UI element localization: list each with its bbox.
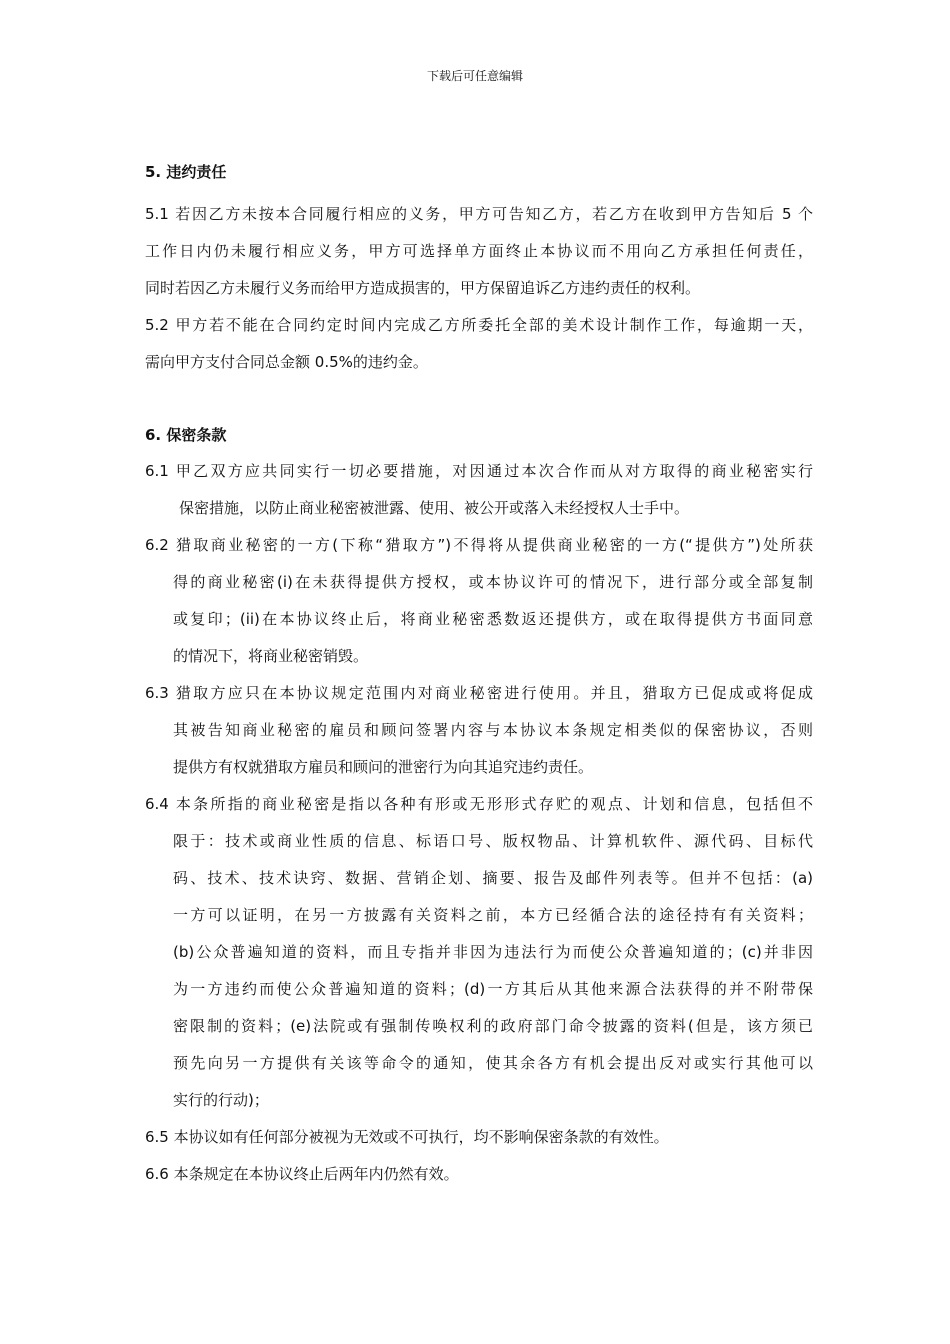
clause-6-4-line: 6.4 本条所指的商业秘密是指以各种有形或无形形式存贮的观点、计划和信息，包括但不 [145, 795, 813, 813]
clause-5-1-line: 同时若因乙方未履行义务而给甲方造成损害的，甲方保留追诉乙方违约责任的权利。 [145, 279, 701, 297]
clause-6-4-line: 实行的行动)； [173, 1091, 269, 1109]
clause-5-2 [145, 307, 813, 381]
clause-6-3-line: 其被告知商业秘密的雇员和顾问签署内容与本协议本条规定相类似的保密协议，否则 [173, 721, 813, 739]
section-6-title: 6. 保密条款 [145, 426, 227, 444]
clause-5-1 [145, 196, 813, 307]
page-header: 下载后可任意编辑 [426, 69, 523, 83]
clause-6-2 [145, 527, 813, 675]
clause-6-3-line: 提供方有权就猎取方雇员和顾问的泄密行为向其追究违约责任。 [173, 758, 594, 776]
clause-6-4-line: 密限制的资料；(e)法院或有强制传唤权利的政府部门命令披露的资料(但是，该方须已 [173, 1017, 813, 1035]
clause-5-2-line: 5.2 甲方若不能在合同约定时间内完成乙方所委托全部的美术设计制作工作，每逾期一天， [145, 316, 813, 334]
document-body [145, 160, 813, 1193]
clause-6-6 [145, 1156, 813, 1193]
clause-6-5-line: 6.5 本协议如有任何部分被视为无效或不可执行，均不影响保密条款的有效性。 [145, 1128, 669, 1146]
clause-6-4-line: 限于：技术或商业性质的信息、标语口号、版权物品、计算机软件、源代码、目标代 [173, 832, 813, 850]
clause-6-4-line: (b)公众普遍知道的资料，而且专指并非因为违法行为而使公众普遍知道的；(c)并非因 [173, 943, 813, 961]
clause-6-2-line: 的情况下，将商业秘密销毁。 [173, 647, 369, 665]
clause-5-1-line: 工作日内仍未履行相应义务，甲方可选择单方面终止本协议而不用向乙方承担任何责任， [145, 242, 813, 260]
clause-6-4-line: 码、技术、技术诀窍、数据、营销企划、摘要、报告及邮件列表等。但并不包括：(a) [173, 869, 813, 887]
clause-6-6-line: 6.6 本条规定在本协议终止后两年内仍然有效。 [145, 1165, 459, 1183]
clause-6-2-line: 6.2 猎取商业秘密的一方(下称“猎取方”)不得将从提供商业秘密的一方(“提供方”)处所获 [145, 536, 813, 554]
clause-6-2-line: 得的商业秘密(i)在未获得提供方授权，或本协议许可的情况下，进行部分或全部复制 [173, 573, 813, 591]
clause-6-3-line: 6.3 猎取方应只在本协议规定范围内对商业秘密进行使用。并且，猎取方已促成或将促成 [145, 684, 813, 702]
clause-6-4-line: 预先向另一方提供有关该等命令的通知，使其余各方有机会提出反对或实行其他可以 [173, 1054, 813, 1072]
clause-6-4-line: 一方可以证明，在另一方披露有关资料之前，本方已经循合法的途径持有有关资料； [173, 906, 813, 924]
clause-6-1-line: 保密措施，以防止商业秘密被泄露、使用、被公开或落入未经授权人士手中。 [179, 499, 690, 517]
clause-6-2-line: 或复印；(ii)在本协议终止后，将商业秘密悉数返还提供方，或在取得提供方书面同意 [173, 610, 813, 628]
clause-6-1-line: 6.1 甲乙双方应共同实行一切必要措施，对因通过本次合作而从对方取得的商业秘密实行 [145, 462, 813, 480]
clause-6-3 [145, 675, 813, 786]
clause-6-1 [145, 453, 813, 527]
clause-5-2-line: 需向甲方支付合同总金额 0.5%的违约金。 [145, 353, 428, 371]
clause-6-4 [145, 786, 813, 1119]
clause-5-1-line: 5.1 若因乙方未按本合同履行相应的义务，甲方可告知乙方，若乙方在收到甲方告知后 5 个 [145, 205, 813, 223]
section-5-title: 5. 违约责任 [145, 163, 227, 181]
clause-6-4-line: 为一方违约而使公众普遍知道的资料；(d)一方其后从其他来源合法获得的并不附带保 [173, 980, 813, 998]
clause-6-5 [145, 1119, 813, 1156]
